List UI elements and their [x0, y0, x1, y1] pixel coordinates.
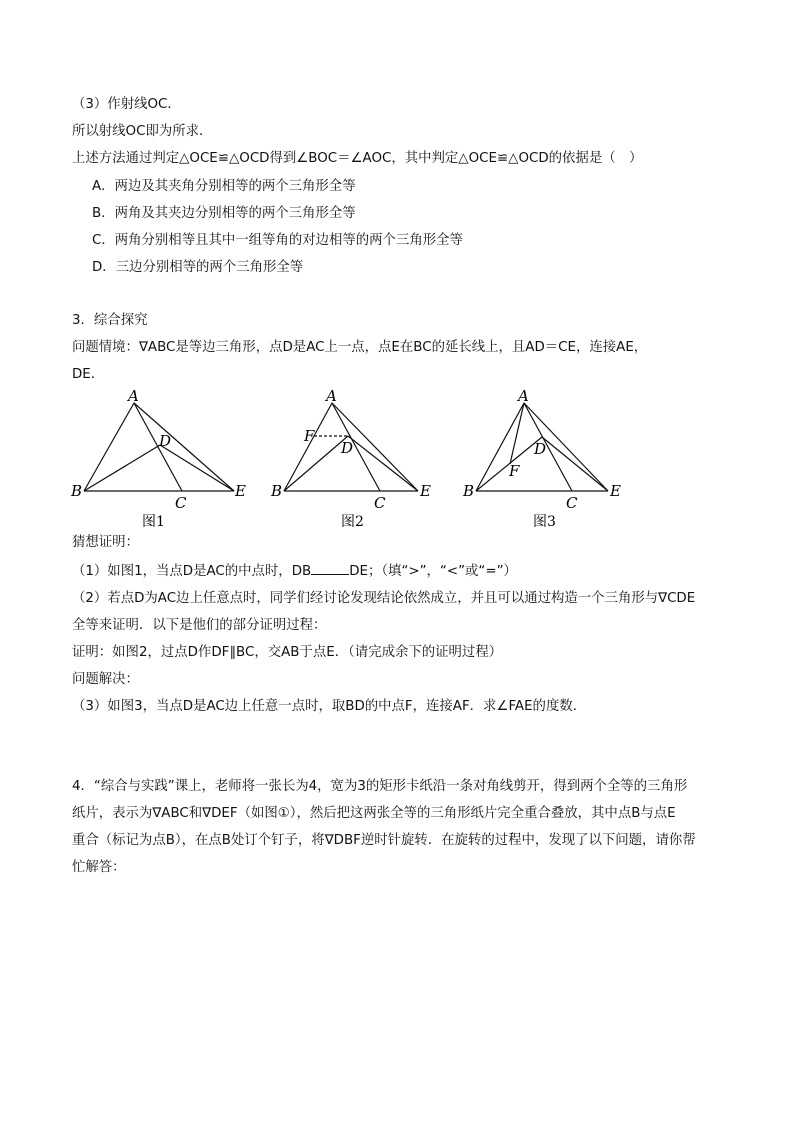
fig2-triangle-abc: [284, 403, 380, 491]
q3-figures: [62, 388, 652, 530]
fig1-label-d: D: [159, 432, 172, 450]
fig3-label-b: B: [463, 482, 475, 500]
fig2-label-d: D: [341, 439, 354, 457]
fig1-caption: 图1: [142, 514, 165, 530]
q2-option-d: D．三边分别相等的两个三角形全等: [92, 260, 304, 275]
fig1-label-e: E: [235, 482, 246, 500]
q2-conclusion: 所以射线OC即为所求．: [72, 124, 213, 139]
q3-part2-cont: 全等来证明．以下是他们的部分证明过程：: [72, 618, 327, 633]
fig2-label-f: F: [304, 427, 315, 445]
fig1-segment-bd: [84, 445, 160, 491]
fig2-caption: 图2: [341, 514, 364, 530]
fig3-label-a: A: [518, 388, 529, 405]
q3-proof: 证明：如图2，过点D作DF∥BC，交AB于点E．（请完成余下的证明过程）: [72, 645, 503, 660]
fig1-label-c: C: [175, 494, 187, 512]
q4-line2: 纸片，表示为∇ABC和∇DEF（如图①），然后把这两张全等的三角形纸片完全重合叠放，其中点B与点E: [72, 806, 676, 821]
fig3-caption: 图3: [533, 514, 556, 530]
fig3-label-f: F: [509, 462, 520, 480]
q2-option-c: C．两角分别相等且其中一组等角的对边相等的两个三角形全等: [92, 233, 463, 248]
q3-section-solve: 问题解决：: [72, 672, 139, 687]
fig1-label-a: A: [128, 388, 139, 405]
q4-line4: 忙解答：: [72, 860, 126, 875]
q3-part1-pre: （1）如图1，当点D是AC的中点时，DB: [72, 564, 312, 579]
q3-part3: （3）如图3，当点D是AC边上任意一点时，取BD的中点F，连接AF．求∠FAE的度数．: [72, 699, 587, 714]
fig2-segment-bd: [284, 436, 348, 491]
fig3-label-d: D: [534, 440, 547, 458]
fig2-label-e: E: [420, 482, 431, 500]
q3-part2: （2）若点D为AC边上任意点时，同学们经讨论发现结论依然成立，并且可以通过构造一个三角形与∇CDE: [72, 591, 696, 606]
q3-title: 3．综合探究: [72, 313, 148, 328]
fig1-label-b: B: [71, 482, 83, 500]
fig1-segment-de: [160, 445, 234, 491]
q3-part1-post: DE；（填“>”，“<”或“=”）: [349, 564, 517, 579]
fig3-label-c: C: [566, 494, 578, 512]
fig3-triangle-abc: [476, 403, 572, 491]
q3-context: 问题情境：∇ABC是等边三角形，点D是AC上一点，点E在BC的延长线上，且AD＝CE，连接AE，: [72, 340, 648, 355]
fig2-label-c: C: [374, 494, 386, 512]
q3-section-guess: 猜想证明：: [72, 535, 139, 550]
q2-question: 上述方法通过判定△OCE≌△OCD得到∠BOC＝∠AOC，其中判定△OCE≌△OCD的依据是（ ）: [72, 151, 643, 166]
q2-step3: （3）作射线OC．: [72, 97, 181, 112]
q2-option-b: B．两角及其夹边分别相等的两个三角形全等: [92, 206, 356, 221]
q4-line3: 重合（标记为点B），在点B处订个钉子，将∇DBF逆时针旋转．在旋转的过程中，发现了以下问题，请你帮: [72, 833, 696, 848]
fig2-label-a: A: [326, 388, 337, 405]
fig2-segment-de: [348, 436, 418, 491]
fig3-label-e: E: [610, 482, 621, 500]
q3-part1: [72, 562, 517, 581]
fig3-segment-de: [542, 437, 608, 491]
fig3-segment-af: [510, 403, 524, 464]
q3-context-cont: DE．: [72, 367, 105, 382]
q2-option-a: A．两边及其夹角分别相等的两个三角形全等: [92, 179, 356, 194]
fig2-label-b: B: [271, 482, 283, 500]
answer-blank[interactable]: [311, 562, 349, 575]
fig1-segment-ae: [134, 403, 234, 491]
q4-line1: 4．“综合与实践”课上，老师将一张长为4，宽为3的矩形卡纸沿一条对角线剪开，得到两个全等的三角形: [72, 779, 688, 794]
